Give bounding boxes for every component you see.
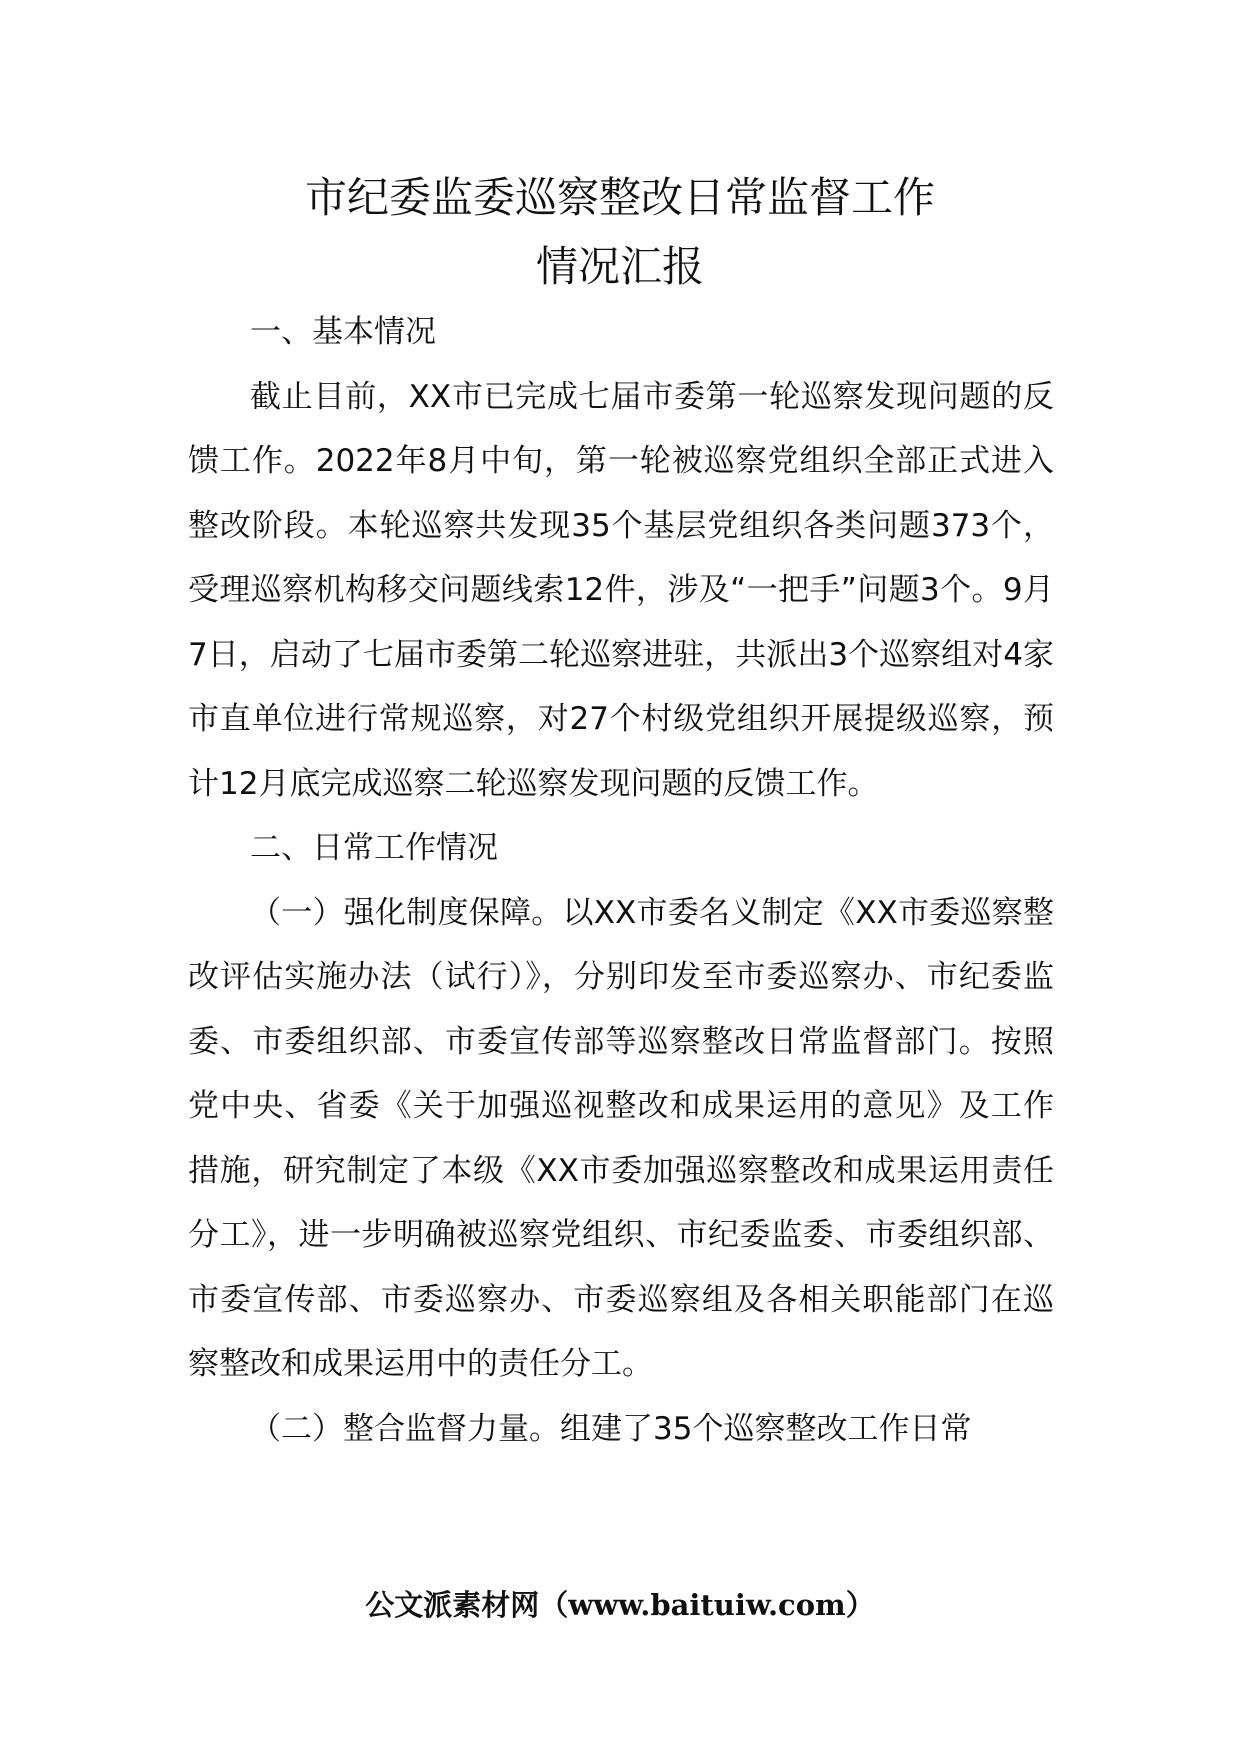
document-body <box>188 300 1054 1461</box>
paragraph-supervision-force: （二）整合监督力量。组建了35个巡察整改工作日常 <box>250 1410 972 1447</box>
footer-watermark-text: 公文派素材网（www.baituiw.com） <box>365 1588 875 1622</box>
document-title-line-2: 情况汇报 <box>535 242 704 291</box>
document-title-line-1: 市纪委监委巡察整改日常监督工作 <box>304 173 935 222</box>
paragraph-basic-situation: 截止目前，XX市已完成七届市委第一轮巡察发现问题的反馈工作。2022年8月中旬，第一轮被巡察党组织全部正式进入整改阶段。本轮巡察共发现35个基层党组织各类问题373个，受理巡察机构移交问题线索12件，涉及“一把手”问题3个。9月7日，启动了七届市委第二轮巡察进驻，共派出3个巡察组对4家市直单位进行常规巡察，对27个村级党组织开展提级巡察，预计12月底完成巡察二轮巡察发现问题的反馈工作。 <box>188 378 1054 802</box>
paragraph-system-guarantee: （一）强化制度保障。以XX市委名义制定《XX市委巡察整改评估实施办法（试行）》，分别印发至市委巡察办、市纪委监委、市委组织部、市委宣传部等巡察整改日常监督部门。按照党中央、省委《关于加强巡视整改和成果运用的意见》及工作措施，研究制定了本级《XX市委加强巡察整改和成果运用责任分工》，进一步明确被巡察党组织、市纪委监委、市委组织部、市委宣传部、市委巡察办、市委巡察组及各相关职能部门在巡察整改和成果运用中的责任分工。 <box>188 894 1054 1382</box>
section-heading-daily-work: 二、日常工作情况 <box>250 830 498 866</box>
section-heading-basic-situation: 一、基本情况 <box>250 314 436 350</box>
